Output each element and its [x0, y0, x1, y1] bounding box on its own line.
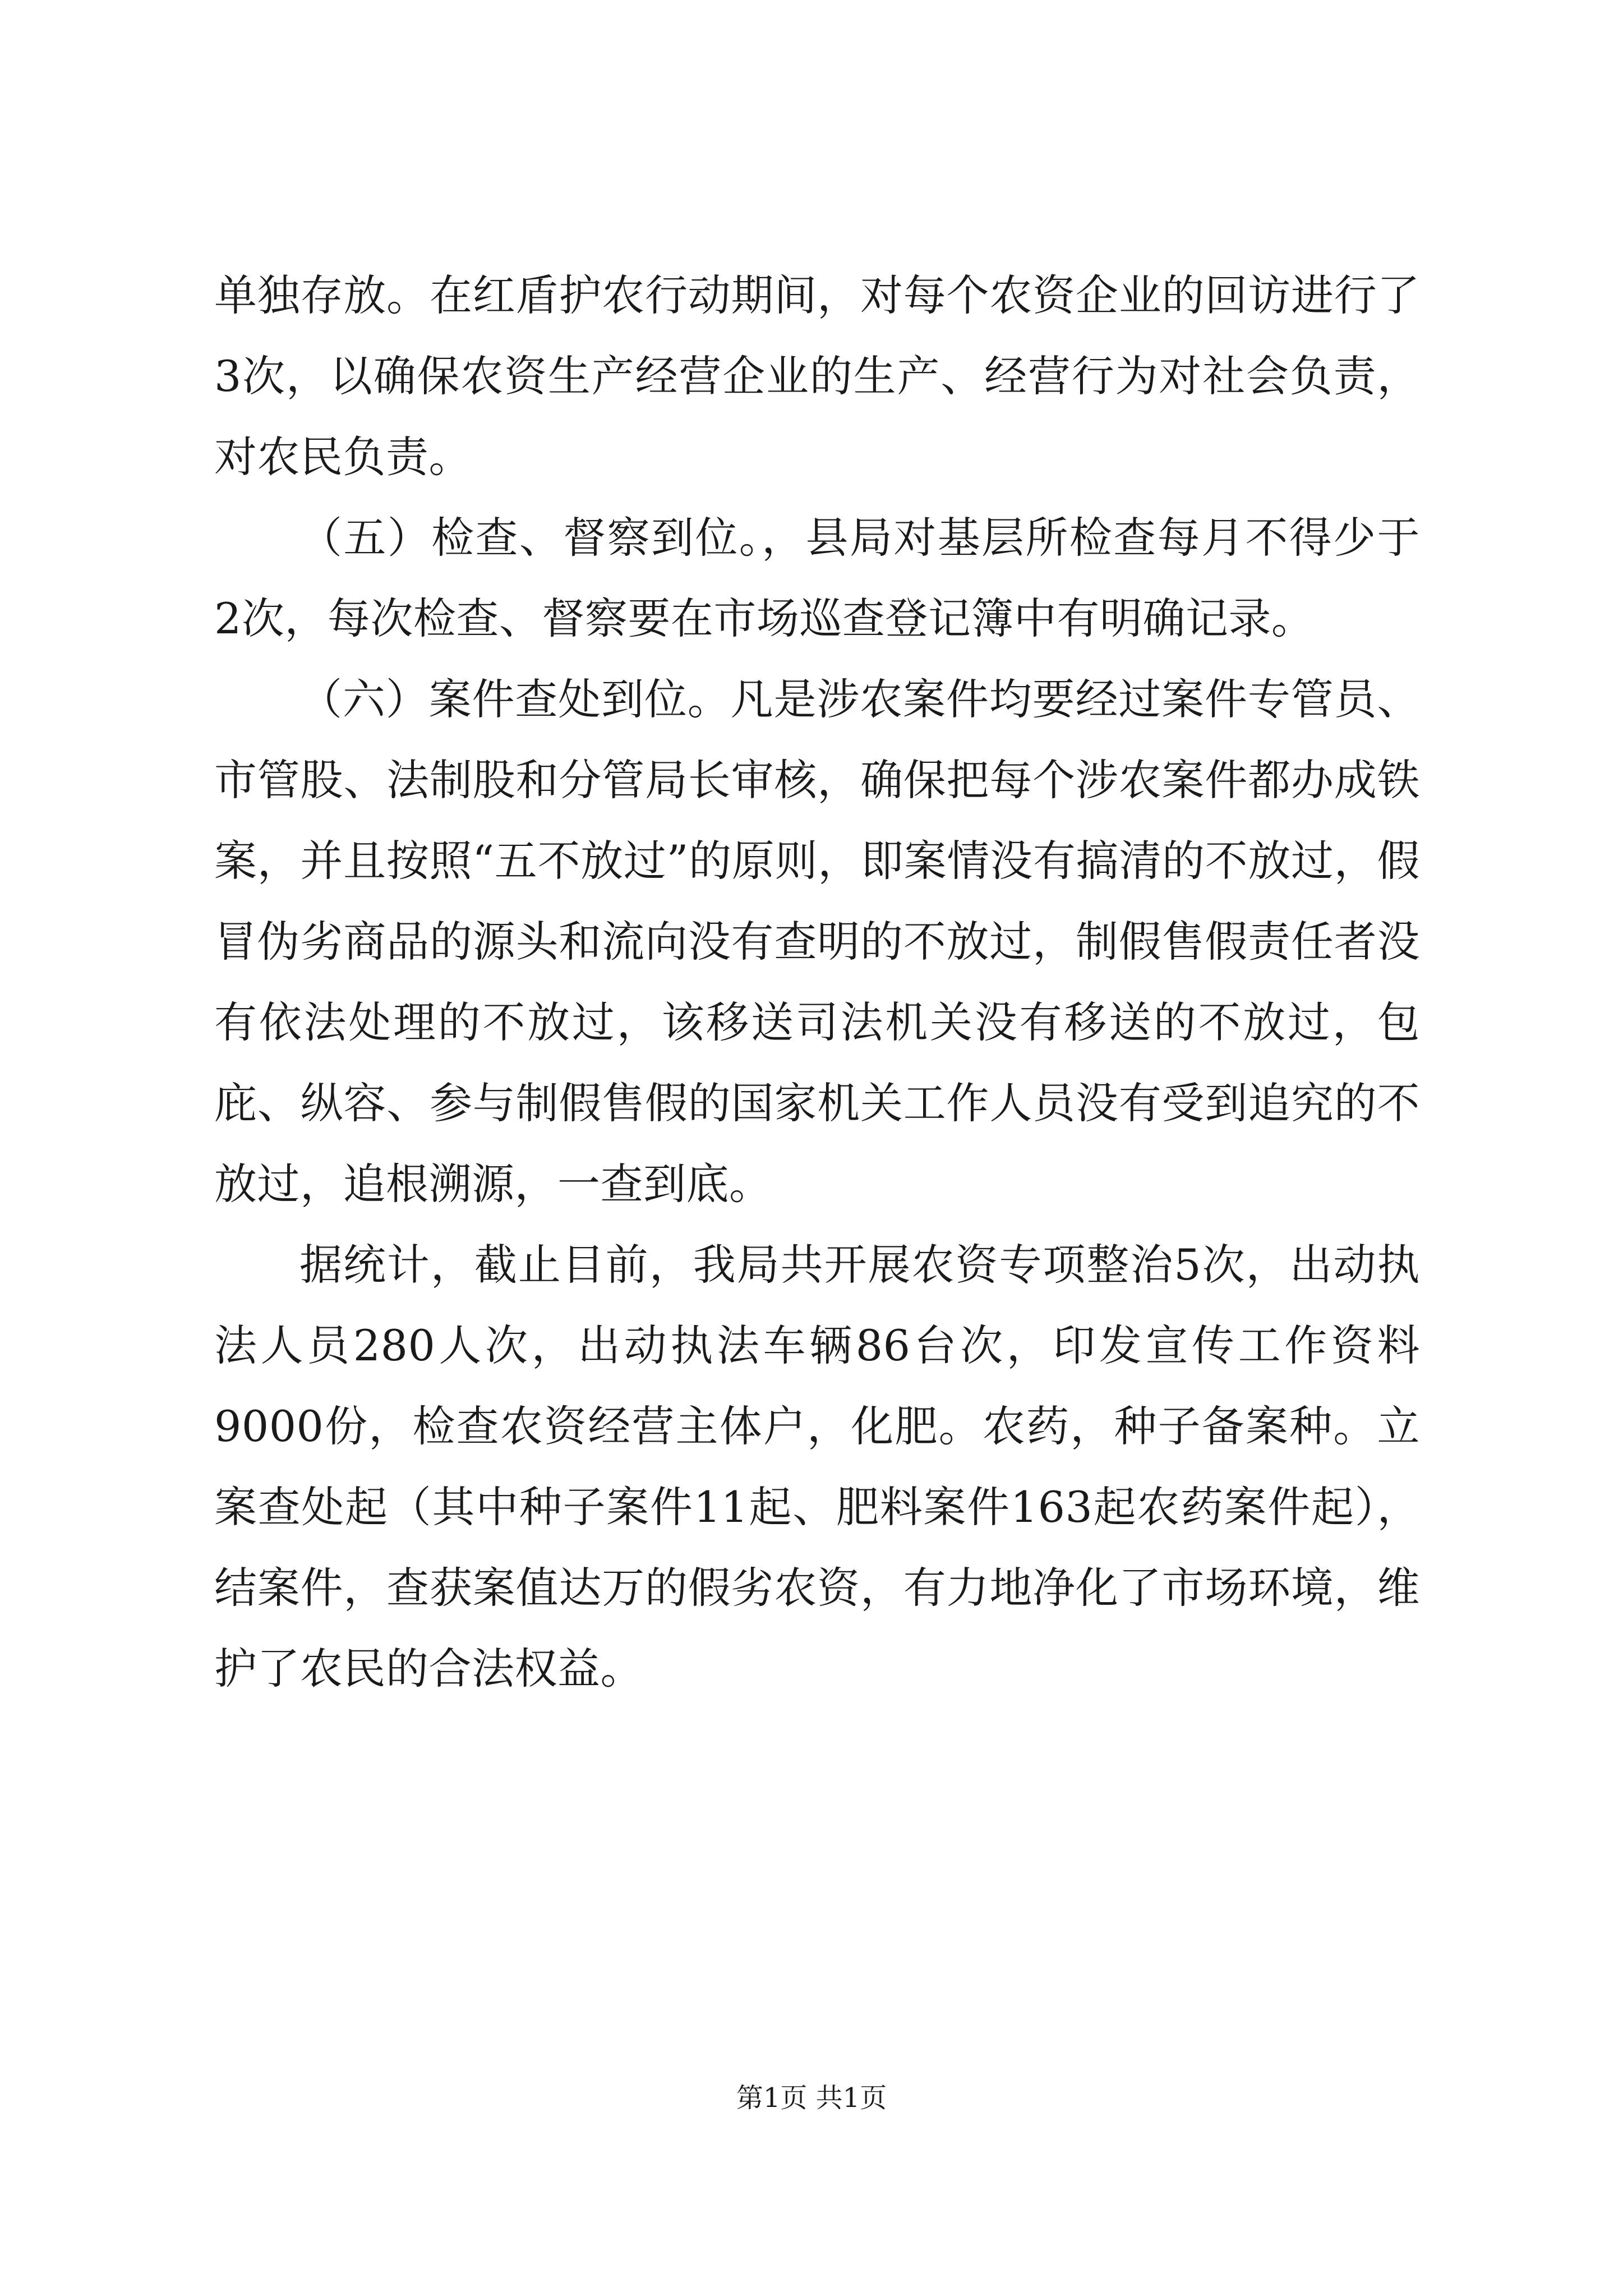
paragraph-statistics: 据统计，截止目前，我局共开展农资专项整治5次，出动执法人员280人次，出动执法车辆86台次，印发宣传工作资料9000份，检查农资经营主体户，化肥。农药，种子备案种。立案查处起（其中种子案件11起、肥料案件163起农药案件起），结案件，查获案值达万的假劣农资，有力地净化了市场环境，维护了农民的合法权益。 [214, 1240, 1420, 1694]
page-footer: 第1页 共1页 [736, 2082, 887, 2114]
paragraph-continuation: 单独存放。在红盾护农行动期间，对每个农资企业的回访进行了3次，以确保农资生产经营企业的生产、经营行为对社会负责，对农民负责。 [214, 270, 1420, 482]
paragraph-inspection: （五）检查、督察到位。，县局对基层所检查每月不得少于2次，每次检查、督察要在市场巡查登记簿中有明确记录。 [214, 513, 1420, 643]
paragraph-case-handling: （六）案件查处到位。凡是涉农案件均要经过案件专管员、市管股、法制股和分管局长审核，确保把每个涉农案件都办成铁案，并且按照“五不放过”的原则，即案情没有搞清的不放过，假冒伪劣商品的源头和流向没有查明的不放过，制假售假责任者没有依法处理的不放过，该移送司法机关没有移送的不放过，包庇、纵容、参与制假售假的国家机关工作人员没有受到追究的不放过，追根溯源，一查到底。 [214, 674, 1420, 1209]
document-body [214, 255, 1420, 1709]
